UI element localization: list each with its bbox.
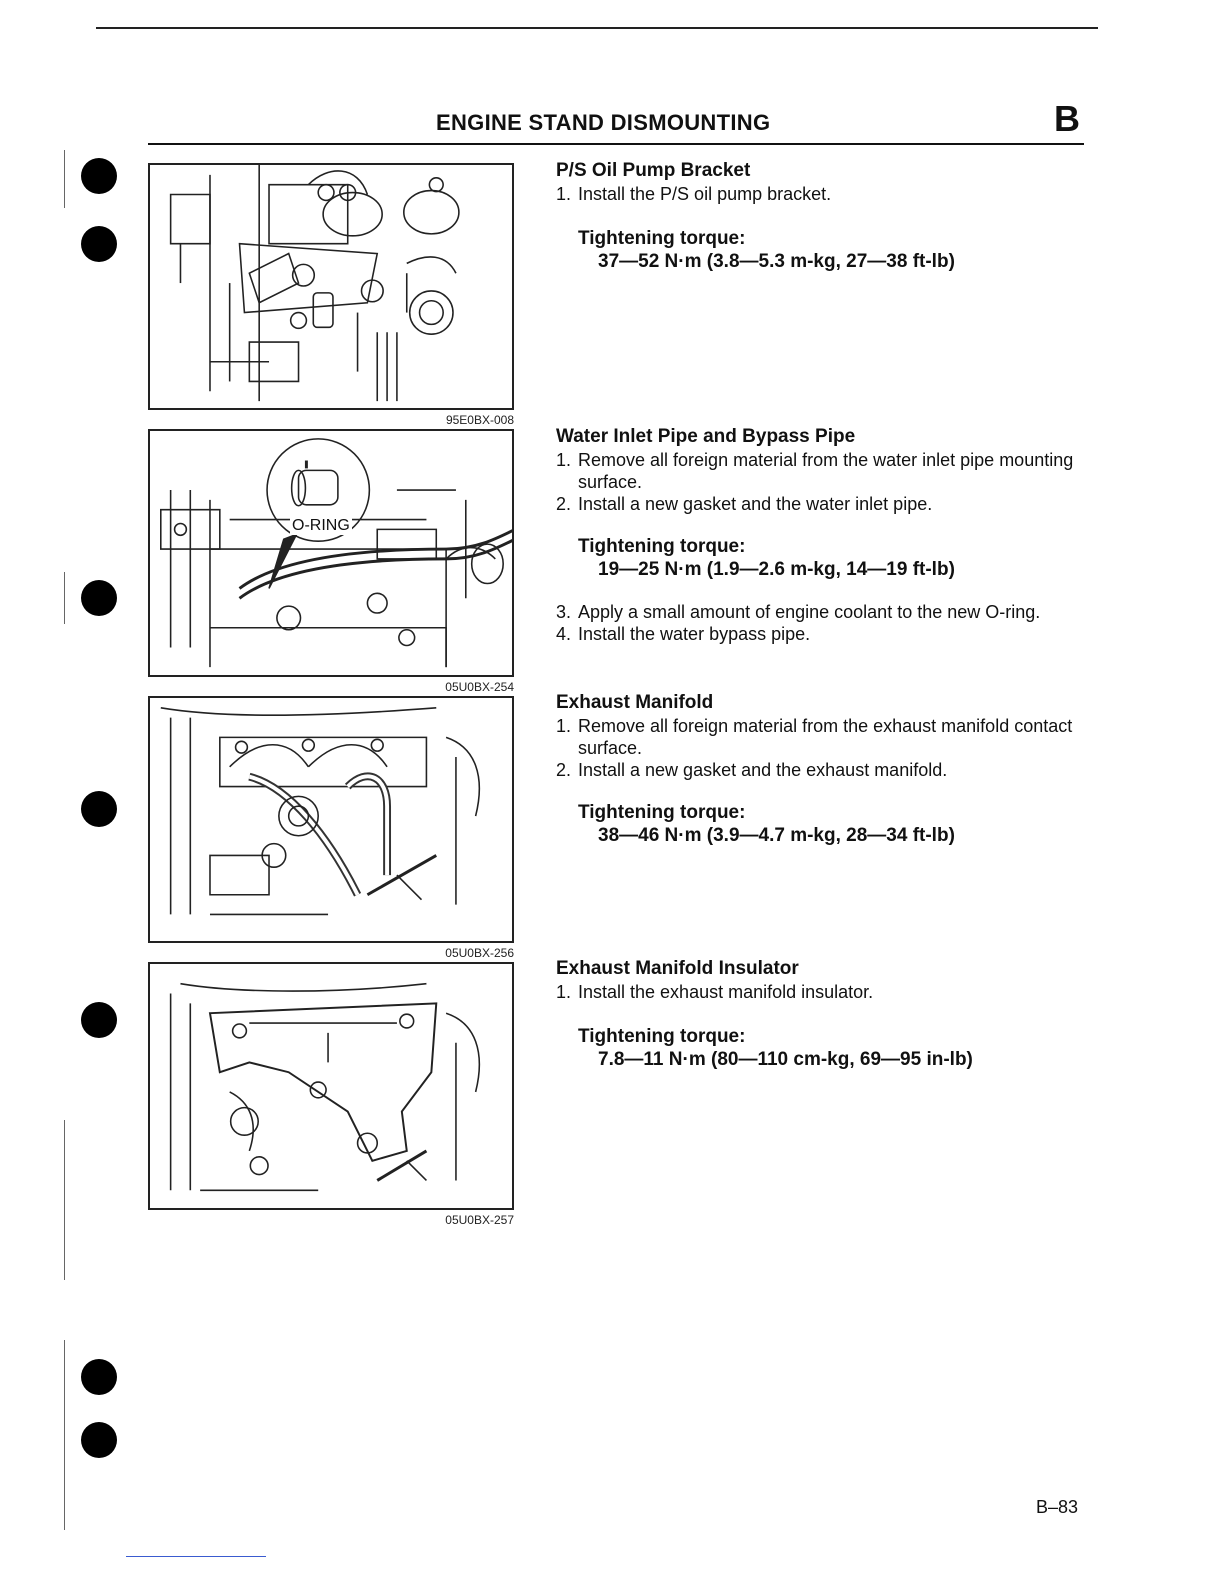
section-heading: Exhaust Manifold Insulator — [556, 958, 799, 979]
binder-hole-mark — [81, 1002, 117, 1038]
step-item — [556, 601, 1086, 623]
step-number: 1. — [556, 716, 572, 736]
step-text: Install a new gasket and the water inlet pipe. — [578, 494, 933, 514]
step-number: 1. — [556, 184, 572, 204]
figure-code: 05U0BX-254 — [445, 680, 514, 694]
page-title: ENGINE STAND DISMOUNTING — [436, 110, 771, 135]
section-exhaust-manifold — [556, 692, 1086, 847]
step-number: 1. — [556, 450, 572, 470]
figure-code: 05U0BX-256 — [445, 946, 514, 960]
figure-exhaust-manifold-insulator — [148, 962, 514, 1210]
step-item — [556, 759, 1086, 781]
step-text: Install the P/S oil pump bracket. — [578, 184, 832, 204]
step-text: Remove all foreign material from the water inlet pipe mounting surface. — [578, 450, 1074, 492]
margin-bar — [64, 150, 65, 208]
torque-value: 7.8—11 N·m (80—110 cm-kg, 69—95 in-lb) — [598, 1049, 973, 1070]
step-item — [556, 449, 1086, 493]
step-number: 4. — [556, 624, 572, 644]
step-text: Install the water bypass pipe. — [578, 624, 811, 644]
o-ring-callout: O-RING — [292, 517, 350, 534]
section-exhaust-manifold-insulator — [556, 958, 1086, 1071]
torque-value: 38—46 N·m (3.9—4.7 m-kg, 28—34 ft-lb) — [598, 825, 955, 846]
step-item — [556, 183, 1086, 205]
figure-exhaust-manifold — [148, 696, 514, 943]
step-text: Install a new gasket and the exhaust manifold. — [578, 760, 948, 780]
figure-ps-oil-pump-bracket — [148, 163, 514, 410]
torque-spec — [578, 801, 1086, 847]
bottom-rule — [126, 1556, 266, 1557]
page-number: B–83 — [1036, 1497, 1079, 1517]
binder-hole-mark — [81, 791, 117, 827]
binder-hole-mark — [81, 580, 117, 616]
step-item — [556, 493, 1086, 515]
top-rule — [96, 27, 1098, 29]
step-item — [556, 623, 1086, 645]
figure-code: 95E0BX-008 — [445, 413, 514, 427]
torque-label: Tightening torque: — [578, 536, 746, 557]
engine-illustration — [150, 964, 512, 1208]
torque-value: 19—25 N·m (1.9—2.6 m-kg, 14—19 ft-lb) — [598, 559, 955, 580]
engine-illustration — [150, 431, 512, 675]
binder-hole-mark — [81, 1359, 117, 1395]
step-item — [556, 981, 1086, 1003]
binder-hole-mark — [81, 226, 117, 262]
step-number: 1. — [556, 982, 572, 1002]
figure-water-inlet-pipe — [148, 429, 514, 677]
margin-bar — [64, 1120, 65, 1280]
step-text: Install the exhaust manifold insulator. — [578, 982, 874, 1002]
step-number: 2. — [556, 760, 572, 780]
torque-spec — [578, 1025, 1086, 1071]
section-heading: Exhaust Manifold — [556, 692, 714, 713]
section-heading: Water Inlet Pipe and Bypass Pipe — [556, 426, 856, 447]
engine-illustration — [150, 698, 512, 941]
binder-hole-mark — [81, 158, 117, 194]
section-letter: B — [1054, 98, 1080, 139]
torque-value: 37—52 N·m (3.8—5.3 m-kg, 27—38 ft-lb) — [598, 251, 955, 272]
binder-hole-mark — [81, 1422, 117, 1458]
torque-label: Tightening torque: — [578, 1026, 746, 1047]
section-ps-oil-pump-bracket — [556, 160, 1086, 273]
step-number: 3. — [556, 602, 572, 622]
section-water-inlet-pipe — [556, 426, 1086, 645]
margin-bar — [64, 572, 65, 624]
margin-bar — [64, 1340, 65, 1530]
torque-spec — [578, 227, 1086, 273]
torque-label: Tightening torque: — [578, 802, 746, 823]
step-text: Apply a small amount of engine coolant to the new O-ring. — [578, 602, 1041, 622]
step-text: Remove all foreign material from the exhaust manifold contact surface. — [578, 716, 1073, 758]
figure-code: 05U0BX-257 — [445, 1213, 514, 1227]
engine-illustration — [150, 165, 512, 408]
torque-spec — [578, 535, 1086, 581]
title-rule — [148, 143, 1084, 145]
step-number: 2. — [556, 494, 572, 514]
torque-label: Tightening torque: — [578, 228, 746, 249]
step-item — [556, 715, 1086, 759]
section-heading: P/S Oil Pump Bracket — [556, 160, 751, 181]
